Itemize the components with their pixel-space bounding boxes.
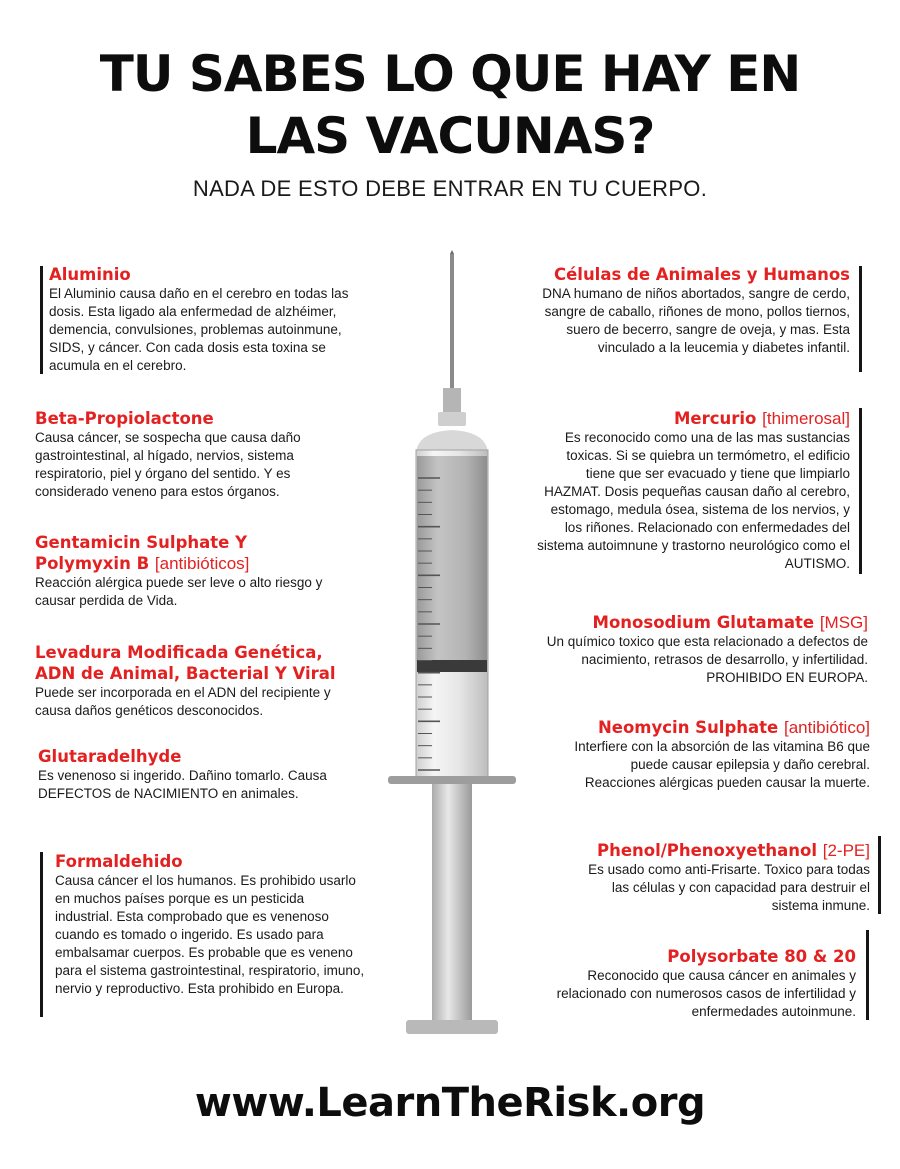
ingredient-description: Interfiere con la absorción de las vitamina B6 que puede causar epilepsia y daño cerebral. Reacciones alérgicas pueden causar la muerte.: [574, 739, 870, 790]
ingredient-title: [535, 408, 850, 429]
ingredient-gentamicin-polymyxin: [35, 532, 365, 610]
ingredient-description: Causa cáncer el los humanos. Es prohibido usarlo en muchos países porque es un pesticida industrial. Esta comprobado que es venenoso cuando es tomado o ingerido. Es usado para embalsamar cuerpos. Es probable que es veneno para el sistema gastrointestinal, respiratorio, imuno, nervio y reproductivo. Esta prohibido en Europa.: [55, 873, 365, 996]
plunger-rod: [432, 784, 472, 1022]
title-line1: Gentamicin Sulphate Y: [35, 533, 248, 552]
ingredient-description: Causa cáncer, se sospecha que causa daño gastrointestinal, al hígado, nervios, sistema respiratorio, piel y órgano del sentido. Y es considerado veneno para estos órganos.: [35, 430, 301, 499]
ingredient-title: [560, 717, 870, 738]
ingredient-tag: [thimerosal]: [762, 409, 850, 428]
needle-hub-collar: [438, 412, 466, 426]
ingredient-tag: [antibióticos]: [154, 554, 250, 573]
ingredient-title: [568, 840, 870, 861]
thumb-rest: [406, 1020, 498, 1034]
ingredient-description: Puede ser incorporada en el ADN del recipiente y causa daños genéticos desconocidos.: [35, 685, 331, 718]
page-title-line2: LAS VACUNAS?: [245, 107, 655, 165]
accent-bar: [859, 266, 862, 372]
ingredient-phenol: [568, 840, 870, 915]
ingredient-description: Es reconocido como una de las mas sustancias toxicas. Si se quiebra un termómetro, el edificio tiene que ser evacuado y tiene que limpiarlo HAZMAT. Dosis pequeñas causan daño al cerebro, estomago, medula ósea, sistema de los nervios, y los riñones. Relacionado con enfermedades del sistema autoimnune y trastorno neurológico como el AUTISMO.: [537, 430, 850, 571]
needle-tip: [450, 250, 454, 254]
ingredient-description: Un químico toxico que esta relacionado a defectos de nacimiento, retrasos de desarrollo, y infertilidad. PROHIBIDO EN EUROPA.: [546, 634, 868, 685]
accent-bar: [40, 266, 43, 374]
ingredient-description: Es usado como anti-Frisarte. Toxico para todas las células y con capacidad para destruir el sistema inmune.: [588, 862, 870, 913]
ingredient-title: [35, 642, 375, 684]
accent-bar: [40, 852, 43, 1017]
ingredient-description: DNA humano de niños abortados, sangre de cerdo, sangre de caballo, riñones de mono, pollos tiernos, suero de becerro, sangre de oveja, y mas. Esta vinculado a la leucemia y diabetes infantil.: [542, 286, 850, 355]
ingredient-levadura: [35, 642, 375, 720]
ingredient-title: [540, 612, 868, 633]
syringe-illustration: [388, 250, 518, 1040]
accent-bar: [878, 836, 881, 914]
needle: [450, 254, 454, 390]
needle-hub: [443, 388, 461, 416]
ingredient-title: Glutaradelhyde: [38, 747, 182, 766]
accent-bar: [866, 930, 869, 1020]
page-title-line1: TU SABES LO QUE HAY EN: [99, 45, 801, 103]
title-line2: Polymyxin B: [35, 554, 150, 573]
ingredient-monosodium-glutamate: [540, 612, 868, 687]
title-text: Phenol/Phenoxyethanol: [596, 841, 817, 860]
ingredient-tag: [2-PE]: [822, 841, 870, 860]
title-text: Mercurio: [673, 409, 757, 428]
ingredient-tag: [antibiótico]: [784, 718, 870, 737]
footer-url: www.LearnTheRisk.org: [194, 1080, 706, 1126]
page-subtitle: NADA DE ESTO DEBE ENTRAR EN TU CUERPO.: [192, 176, 708, 201]
ingredient-description: El Aluminio causa daño en el cerebro en todas las dosis. Esta ligado ala enfermedad de alzhéimer, demencia, convulsiones, problemas autoinmune, SIDS, y cáncer. Con cada dosis esta toxina se acumula en el cerebro.: [49, 286, 349, 373]
plunger-seal: [417, 660, 487, 672]
ingredient-glutaradelhyde: [38, 746, 338, 803]
accent-bar: [859, 408, 862, 574]
ingredient-celulas: [530, 264, 850, 357]
ingredient-description: Es venenoso si ingerido. Dañino tomarlo. Causa DEFECTOS de NACIMIENTO en animales.: [38, 768, 327, 801]
ingredient-description: Reacción alérgica puede ser leve o alto riesgo y causar perdida de Vida.: [35, 575, 323, 608]
ingredient-aluminio: [49, 264, 369, 375]
ingredient-title: [35, 532, 365, 574]
title-line1: Levadura Modificada Genética,: [35, 643, 323, 662]
ingredient-title: Células de Animales y Humanos: [553, 265, 850, 284]
ingredient-title: Formaldehido: [55, 852, 183, 871]
ingredient-title: Beta-Propiolactone: [35, 409, 214, 428]
ingredient-formaldehido: [55, 851, 365, 998]
title-text: Neomycin Sulphate: [597, 718, 779, 737]
ingredient-title: Polysorbate 80 & 20: [667, 947, 856, 966]
ingredient-polysorbate: [550, 946, 856, 1021]
title-text: Monosodium Glutamate: [592, 613, 815, 632]
ingredient-title: Aluminio: [49, 265, 131, 284]
barrel-flange: [388, 776, 516, 784]
title-line2: ADN de Animal, Bacterial Y Viral: [35, 664, 336, 683]
ingredient-tag: [MSG]: [819, 613, 868, 632]
ingredient-beta-propiolactone: [35, 408, 355, 501]
ingredient-neomycin: [560, 717, 870, 792]
ingredient-mercurio: [535, 408, 850, 573]
ingredient-description: Reconocido que causa cáncer en animales y relacionado con numerosos casos de infertilidad y enfermedades autoinmune.: [556, 968, 856, 1019]
